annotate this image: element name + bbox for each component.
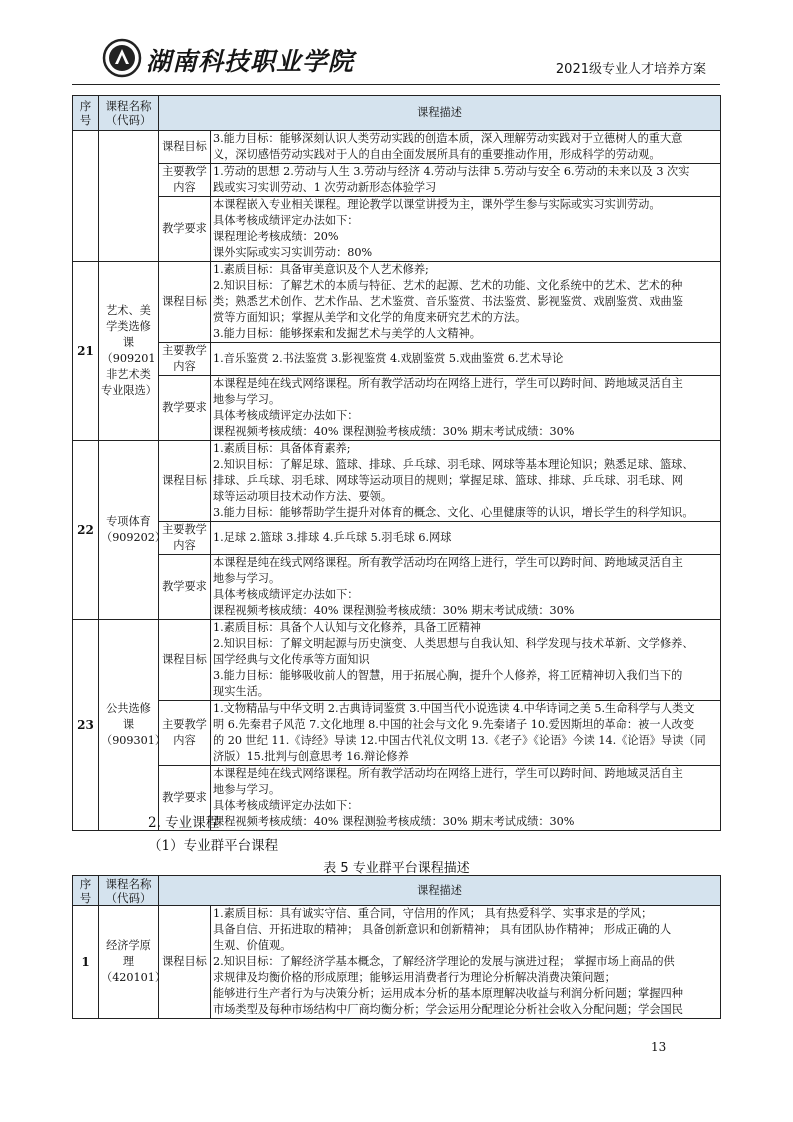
desc-line: 具体考核成绩评定办法如下： bbox=[213, 409, 359, 422]
table-row bbox=[73, 343, 721, 376]
table-row bbox=[73, 522, 721, 555]
desc-line: 类；熟悉艺术创作、艺术作品、艺术鉴赏、音乐鉴赏、书法鉴赏、影视鉴赏、戏剧鉴赏、戏曲鉴 bbox=[213, 295, 683, 308]
desc-line: 践或实习实训劳动、1 次劳动新形态体验学习 bbox=[213, 181, 437, 194]
desc-line: 义，深切感悟劳动实践对于人的自由全面发展所具有的重要推动作用，形成科学的劳动观。 bbox=[213, 148, 661, 161]
document-title: 2021级专业人才培养方案 bbox=[555, 62, 706, 77]
desc-line: 赏等方面知识；掌握从美学和文化学的角度来研究艺术的方法。 bbox=[213, 311, 527, 324]
goal-label: 课程目标 bbox=[159, 620, 211, 701]
goal-label: 课程目标 bbox=[159, 906, 211, 1019]
course-goal bbox=[211, 262, 721, 343]
table-row bbox=[73, 262, 721, 343]
table-row bbox=[73, 131, 721, 164]
page-header bbox=[72, 34, 720, 86]
desc-line: 1.文物精品与中华文明 2.古典诗词鉴赏 3.中国当代小说选读 4.中华诗词之美 5.生命科学与人类文 bbox=[213, 702, 695, 715]
content-label: 主要教学内容 bbox=[159, 701, 211, 766]
desc-line: 课程理论考核成绩：20% bbox=[213, 230, 339, 243]
desc-line: 求规律及均衡价格的形成原理；能够运用消费者行为理论分析解决消费决策问题； bbox=[213, 971, 616, 984]
content-label: 主要教学内容 bbox=[159, 164, 211, 197]
course-name: 经济学原理（420101） bbox=[99, 906, 159, 1019]
desc-line: 2.知识目标：了解经济学基本概念，了解经济学理论的发展与演进过程； 掌握市场上商品的供 bbox=[213, 955, 675, 968]
course-requirement bbox=[211, 555, 721, 620]
desc-line: 济版）15.批判与创意思考 16.辩论修养 bbox=[213, 750, 409, 763]
table-row bbox=[73, 376, 721, 441]
desc-line: 本课程是纯在线式网络课程。所有教学活动均在网络上进行，学生可以跨时间、跨地域灵活自主 bbox=[213, 556, 683, 569]
course-requirement bbox=[211, 197, 721, 262]
content-label: 主要教学内容 bbox=[159, 343, 211, 376]
course-content bbox=[211, 164, 721, 197]
table-row bbox=[73, 164, 721, 197]
desc-line: 3.能力目标：能够帮助学生提升对体育的概念、文化、心里健康等的认识，增长学生的科学知识。 bbox=[213, 506, 694, 519]
desc-line: 的 20 世纪 11.《诗经》导读 12.中国古代礼仪文明 13.《老子》《论语》今读 14.《论语》导读（同 bbox=[213, 734, 706, 747]
desc-line: 本课程是纯在线式网络课程。所有教学活动均在网络上进行，学生可以跨时间、跨地域灵活自主 bbox=[213, 767, 683, 780]
header-name: 课程名称（代码） bbox=[99, 96, 159, 131]
course-name: 专项体育（909202） bbox=[99, 441, 159, 620]
desc-line: 具体考核成绩评定办法如下： bbox=[213, 214, 359, 227]
course-requirement bbox=[211, 766, 721, 831]
requirement-label: 教学要求 bbox=[159, 766, 211, 831]
header-desc: 课程描述 bbox=[159, 876, 721, 906]
course-content bbox=[211, 522, 721, 555]
desc-line: 能够进行生产者行为与决策分析；运用成本分析的基本原理解决收益与利润分析问题；掌握四种 bbox=[213, 987, 683, 1000]
desc-line: 1.劳动的思想 2.劳动与人生 3.劳动与经济 4.劳动与法律 5.劳动与安全 6.劳动的未来以及 3 次实 bbox=[213, 165, 690, 178]
table-row bbox=[73, 441, 721, 522]
school-name: 湖南科技职业学院 bbox=[146, 47, 355, 76]
table-row bbox=[73, 701, 721, 766]
desc-line: 本课程是纯在线式网络课程。所有教学活动均在网络上进行，学生可以跨时间、跨地域灵活自主 bbox=[213, 377, 683, 390]
desc-line: 生观、价值观。 bbox=[213, 939, 292, 952]
desc-line: 3.能力目标：能够探索和发掘艺术与美学的人文精神。 bbox=[213, 327, 481, 340]
section-heading: 2. 专业课程 bbox=[148, 815, 220, 831]
desc-line: 1.素质目标：具有诚实守信、重合同，守信用的作风； 具有热爱科学、实事求是的学风； bbox=[213, 907, 653, 920]
course-number: 23 bbox=[73, 620, 99, 831]
desc-line: 地参与学习。 bbox=[213, 783, 281, 796]
desc-line: 2.知识目标：了解艺术的本质与特征、艺术的起源、艺术的功能、文化系统中的艺术、艺术的种 bbox=[213, 279, 683, 292]
desc-line: 球等运动项目技术动作方法、要领。 bbox=[213, 490, 393, 503]
course-goal bbox=[211, 620, 721, 701]
table-row bbox=[73, 555, 721, 620]
desc-line: 1.足球 2.篮球 3.排球 4.乒乓球 5.羽毛球 6.网球 bbox=[213, 531, 452, 544]
desc-line: 具体考核成绩评定办法如下： bbox=[213, 588, 359, 601]
desc-line: 国学经典与文化传承等方面知识 bbox=[213, 653, 370, 666]
desc-line: 1.素质目标：具备体育素养; bbox=[213, 442, 351, 455]
table-caption: 表 5 专业群平台课程描述 bbox=[323, 861, 470, 876]
table-row bbox=[73, 906, 721, 1019]
platform-course-table bbox=[72, 875, 721, 1019]
course-number: 21 bbox=[73, 262, 99, 441]
header-num: 序号 bbox=[73, 96, 99, 131]
desc-line: 2.知识目标：了解文明起源与历史演变、人类思想与自我认知、科学发现与技术革新、文学修养、 bbox=[213, 637, 694, 650]
desc-line: 具体考核成绩评定办法如下： bbox=[213, 799, 359, 812]
course-table bbox=[72, 95, 721, 831]
desc-line: 2.知识目标：了解足球、篮球、排球、乒乓球、羽毛球、网球等基本理论知识；熟悉足球、篮球、 bbox=[213, 458, 694, 471]
requirement-label: 教学要求 bbox=[159, 197, 211, 262]
desc-line: 地参与学习。 bbox=[213, 572, 281, 585]
content-label: 主要教学内容 bbox=[159, 522, 211, 555]
goal-label: 课程目标 bbox=[159, 441, 211, 522]
subsection-heading: （1）专业群平台课程 bbox=[148, 838, 279, 854]
desc-line: 明 6.先秦君子风范 7.文化地理 8.中国的社会与文化 9.先秦诸子 10.爱因斯坦的革命：被一人改变 bbox=[213, 718, 695, 731]
course-requirement bbox=[211, 376, 721, 441]
desc-line: 课程视频考核成绩：40% 课程测验考核成绩：30% 期末考试成绩：30% bbox=[213, 604, 575, 617]
course-goal bbox=[211, 131, 721, 164]
desc-line: 3.能力目标：能够深刻认识人类劳动实践的创造本质，深入理解劳动实践对于立德树人的重大意 bbox=[213, 132, 683, 145]
goal-label: 课程目标 bbox=[159, 131, 211, 164]
desc-line: 具备自信、开拓进取的精神； 具备创新意识和创新精神； 具有团队协作精神； 形成正确的人 bbox=[213, 923, 672, 936]
desc-line: 市场类型及每种市场结构中厂商均衡分析；学会运用分配理论分析社会收入分配问题；学会国民 bbox=[213, 1003, 683, 1016]
requirement-label: 教学要求 bbox=[159, 555, 211, 620]
desc-line: 排球、乒乓球、羽毛球、网球等运动项目的规则；掌握足球、篮球、排球、乒乓球、羽毛球、网 bbox=[213, 474, 683, 487]
table2-header-row bbox=[73, 876, 721, 906]
desc-line: 本课程嵌入专业相关课程。理论教学以课堂讲授为主，课外学生参与实际或实习实训劳动。 bbox=[213, 198, 661, 211]
table-header-row bbox=[73, 96, 721, 131]
desc-line: 课程视频考核成绩：40% 课程测验考核成绩：30% 期末考试成绩：30% bbox=[213, 815, 575, 828]
desc-line: 1.素质目标：具备审美意识及个人艺术修养; bbox=[213, 263, 429, 276]
course-goal bbox=[211, 906, 721, 1019]
course-name: 艺术、美学类选修课（909201非艺术类专业限选） bbox=[99, 262, 159, 441]
header-num: 序号 bbox=[73, 876, 99, 906]
table-row bbox=[73, 620, 721, 701]
course-content bbox=[211, 701, 721, 766]
desc-line: 课程视频考核成绩：40% 课程测验考核成绩：30% 期末考试成绩：30% bbox=[213, 425, 575, 438]
header-name: 课程名称（代码） bbox=[99, 876, 159, 906]
school-logo-icon bbox=[102, 38, 142, 78]
desc-line: 1.素质目标：具备个人认知与文化修养，具备工匠精神 bbox=[213, 621, 481, 634]
course-number: 22 bbox=[73, 441, 99, 620]
header-rule bbox=[72, 84, 720, 85]
course-name: 公共选修课（909301） bbox=[99, 620, 159, 831]
course-goal bbox=[211, 441, 721, 522]
course-number: 1 bbox=[73, 906, 99, 1019]
table-row bbox=[73, 197, 721, 262]
requirement-label: 教学要求 bbox=[159, 376, 211, 441]
goal-label: 课程目标 bbox=[159, 262, 211, 343]
course-name bbox=[99, 131, 159, 262]
desc-line: 3.能力目标：能够吸收前人的智慧，用于拓展心胸，提升个人修养，将工匠精神切入我们当下的 bbox=[213, 669, 683, 682]
desc-line: 现实生活。 bbox=[213, 685, 269, 698]
header-desc: 课程描述 bbox=[159, 96, 721, 131]
desc-line: 地参与学习。 bbox=[213, 393, 281, 406]
course-content bbox=[211, 343, 721, 376]
course-number bbox=[73, 131, 99, 262]
desc-line: 课外实际或实习实训劳动：80% bbox=[213, 246, 373, 259]
desc-line: 1.音乐鉴赏 2.书法鉴赏 3.影视鉴赏 4.戏剧鉴赏 5.戏曲鉴赏 6.艺术导论 bbox=[213, 352, 564, 365]
page-number: 13 bbox=[651, 1040, 667, 1054]
